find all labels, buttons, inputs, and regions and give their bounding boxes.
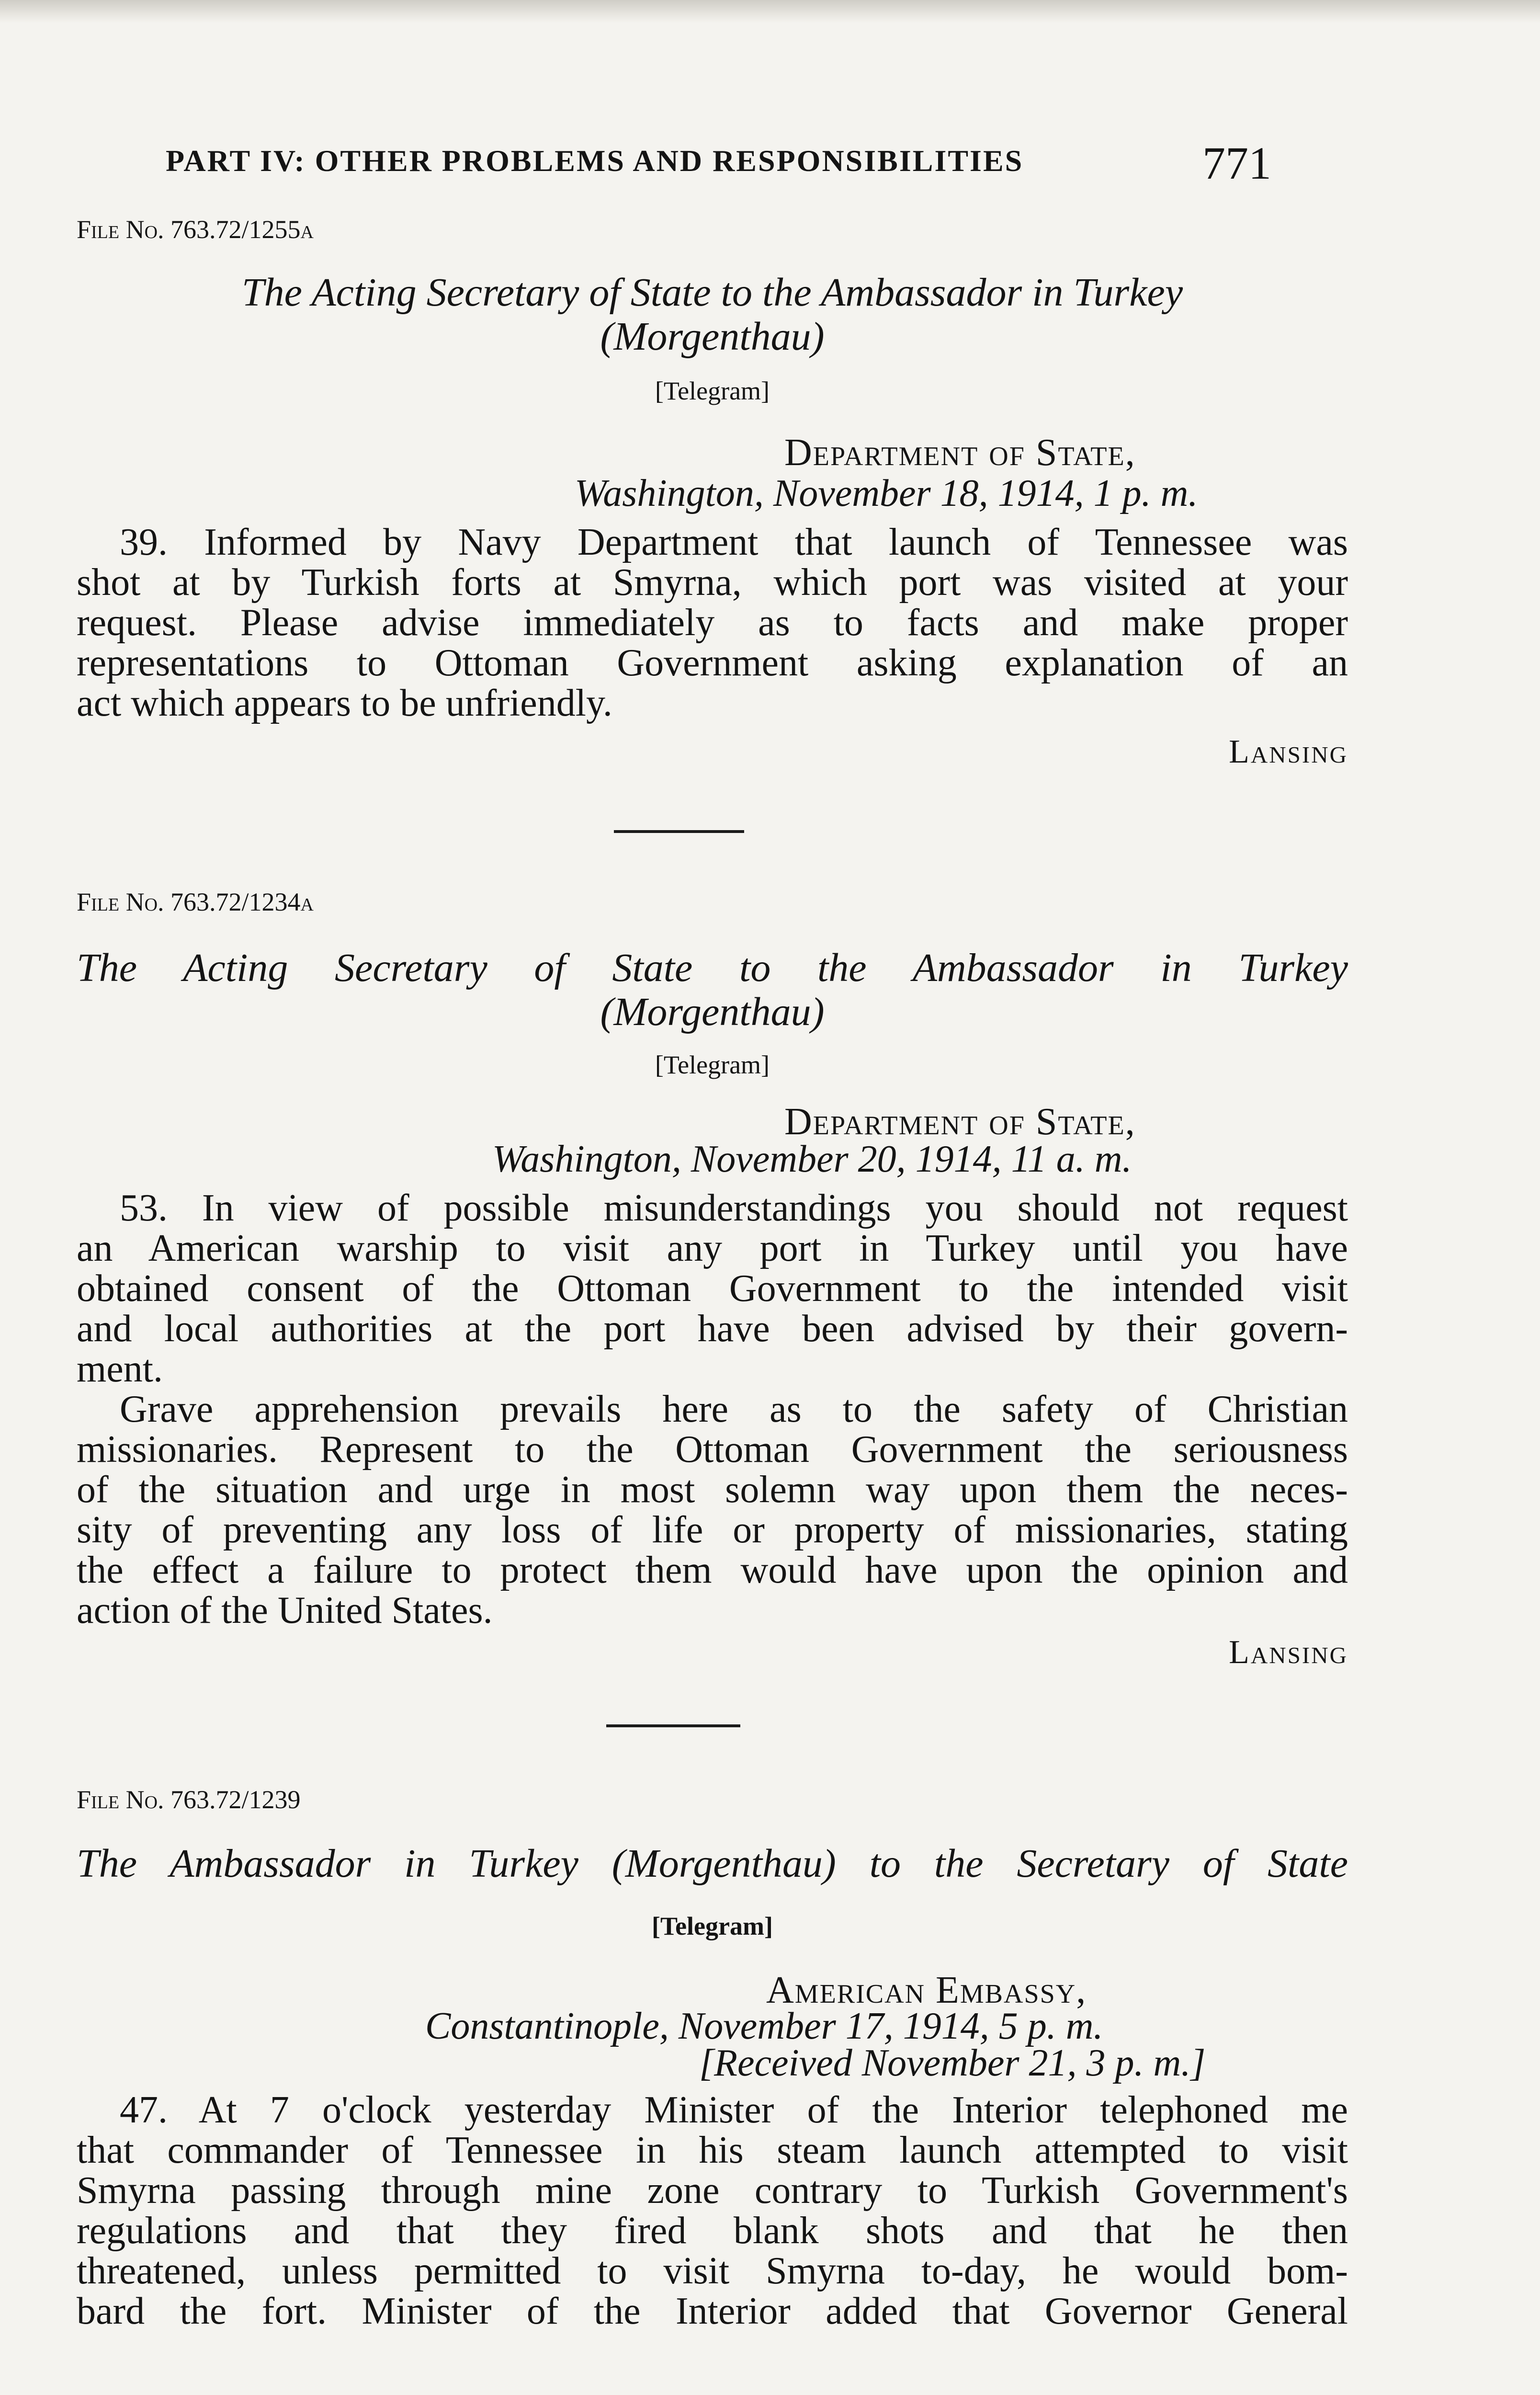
signature: Lansing xyxy=(1229,733,1348,770)
body-line: regulations and that they fired blank shots and that he then xyxy=(77,2210,1348,2252)
body-line: 53. In view of possible misunderstandings you should not request xyxy=(120,1187,1348,1229)
document-title xyxy=(77,1842,1348,1886)
sender-place: Department of State, xyxy=(784,1101,1136,1143)
body-line: threatened, unless permitted to visit Smyrna to-day, he would bom- xyxy=(77,2250,1348,2292)
file-number: File No. 763.72/1255a xyxy=(77,215,314,244)
message-body xyxy=(77,2090,1348,2331)
body-line: Grave apprehension prevails here as to the safety of Christian xyxy=(120,1388,1348,1430)
signature: Lansing xyxy=(1229,1634,1348,1671)
body-line: that commander of Tennessee in his steam launch attempted to visit xyxy=(77,2129,1348,2171)
body-line: ment. xyxy=(77,1348,163,1390)
document-title-line: The Ambassador in Turkey (Morgenthau) to the Secretary of State xyxy=(77,1841,1348,1886)
body-line: shot at by Turkish forts at Smyrna, which port was visited at your xyxy=(77,561,1348,604)
telegram-label: [Telegram] xyxy=(652,1912,773,1940)
telegram-label: [Telegram] xyxy=(655,1050,770,1079)
file-number: File No. 763.72/1239 xyxy=(77,1785,301,1814)
body-line: and local authorities at the port have been advised by their govern- xyxy=(77,1308,1348,1350)
sender-place: Department of State, xyxy=(784,432,1136,474)
document-title-line: (Morgenthau) xyxy=(600,314,825,359)
dateline: Constantinople, November 17, 1914, 5 p. m. xyxy=(425,2005,1103,2047)
body-line: request. Please advise immediately as to facts and make proper xyxy=(77,602,1348,644)
section-divider xyxy=(606,1724,740,1727)
page-number: 771 xyxy=(1202,137,1271,189)
dateline: Washington, November 18, 1914, 1 p. m. xyxy=(575,472,1198,514)
file-number: File No. 763.72/1234a xyxy=(77,888,314,916)
document-title xyxy=(77,271,1348,359)
telegram-label: [Telegram] xyxy=(655,376,770,405)
document-title-line: The Acting Secretary of State to the Ambassador in Turkey xyxy=(241,270,1183,315)
body-line: missionaries. Represent to the Ottoman Government the seriousness xyxy=(77,1428,1348,1471)
sender-place: American Embassy, xyxy=(766,1969,1087,2011)
body-line: Smyrna passing through mine zone contrary to Turkish Government's xyxy=(77,2169,1348,2212)
document-title xyxy=(77,946,1348,1034)
message-body xyxy=(77,1188,1348,1631)
document-title-line: (Morgenthau) xyxy=(600,990,825,1034)
body-line: the effect a failure to protect them would have upon the opinion and xyxy=(77,1549,1348,1591)
dateline: Washington, November 20, 1914, 11 a. m. xyxy=(492,1138,1132,1180)
body-line: sity of preventing any loss of life or property of missionaries, stating xyxy=(77,1509,1348,1551)
received-note: [Received November 21, 3 p. m.] xyxy=(699,2042,1206,2084)
body-line: obtained consent of the Ottoman Government to the intended visit xyxy=(77,1267,1348,1310)
body-line: 39. Informed by Navy Department that launch of Tennessee was xyxy=(120,521,1348,563)
body-line: of the situation and urge in most solemn way upon them the neces- xyxy=(77,1469,1348,1511)
body-line: an American warship to visit any port in Turkey until you have xyxy=(77,1227,1348,1269)
section-divider xyxy=(614,830,744,833)
running-head-title: PART IV: OTHER PROBLEMS AND RESPONSIBILITIES xyxy=(166,144,1024,178)
body-line: representations to Ottoman Government asking explanation of an xyxy=(77,642,1348,684)
body-line: action of the United States. xyxy=(77,1589,493,1631)
running-head xyxy=(166,137,1271,189)
body-line: act which appears to be unfriendly. xyxy=(77,682,612,724)
scan-edge-shading xyxy=(0,0,1540,23)
body-line: 47. At 7 o'clock yesterday Minister of the Interior telephoned me xyxy=(120,2089,1348,2131)
body-line: bard the fort. Minister of the Interior added that Governor General xyxy=(77,2290,1348,2332)
message-body xyxy=(77,522,1348,723)
document-title-line: The Acting Secretary of State to the Ambassador in Turkey xyxy=(77,946,1348,990)
